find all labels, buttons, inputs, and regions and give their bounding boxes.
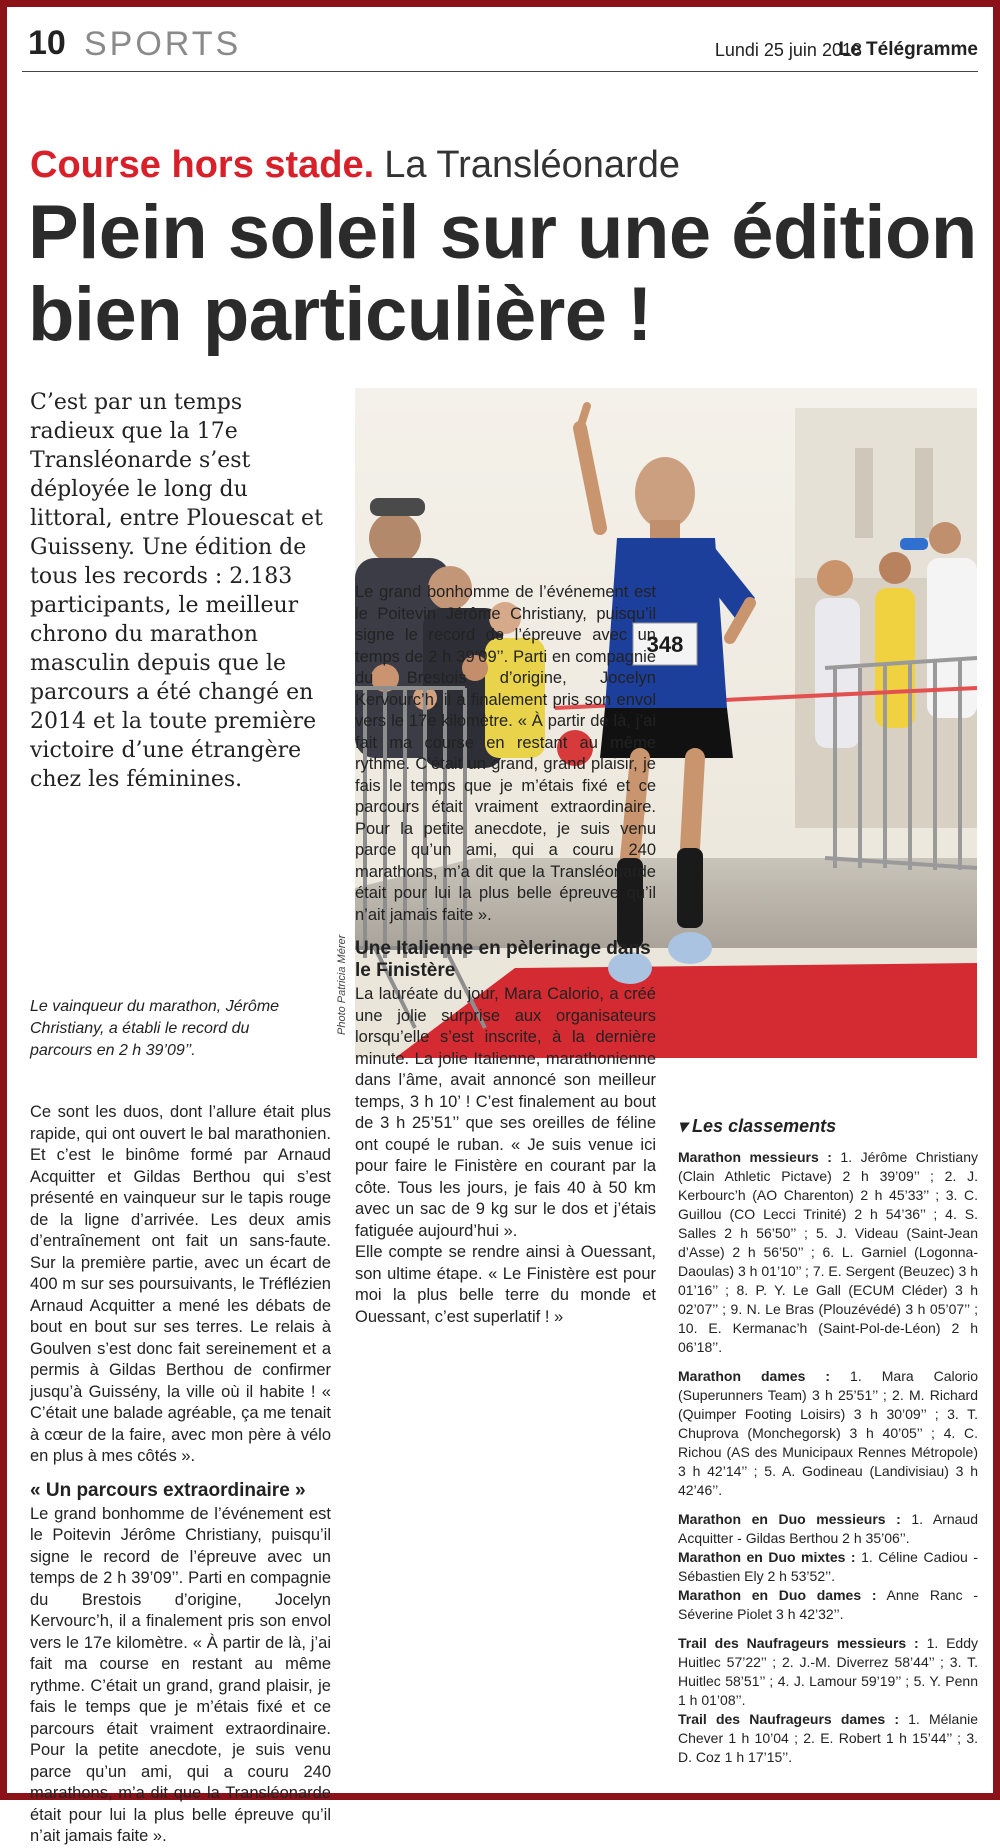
- body-subheading: « Un parcours extraordinaire »: [30, 1479, 306, 1501]
- kicker-event: La Transléonarde: [384, 144, 680, 186]
- photo-credit: [336, 934, 352, 1051]
- article-kicker: [30, 144, 680, 187]
- result-category: Trail des Naufrageurs messieurs :: [678, 1634, 919, 1651]
- result-entry: [678, 1634, 978, 1710]
- body-paragraph: Le grand bonhomme de l’événement est le Poitevin Jérôme Christiany, puisqu’il signe le record de l’épreuve avec un temps de 2 h 39’09’’. Parti en compagnie du Brestois d’origine, Jocelyn Kervourc’h, il a finalement pris son envol vers le 17e kilomètre. « À partir de là, j’ai fait ma course en restant au même rythme. C’était un grand, grand plaisir, je fais le temps que je m’étais fixé et ce parcours était vraiment extraordinaire. Pour la petite anecdote, je suis venu parce qu’un ami, qui a couru 240 marathons, m’a dit que la Transléonarde était pour lui la plus belle épreuve qu’il n’ait jamais faite ».: [30, 1504, 331, 1845]
- results-title: ▾ Les classements: [678, 1116, 837, 1136]
- result-times: 1. Arnaud Acquitter - Gildas Berthou 2 h 35’06’’.: [678, 1510, 978, 1546]
- page-header: [22, 18, 978, 72]
- body-column-2: [355, 583, 656, 1792]
- result-times: 1. Mélanie Chever 1 h 10’04 ; 2. E. Robert 1 h 15’44’’ ; 3. D. Coz 1 h 17’15’’.: [678, 1710, 978, 1765]
- result-times: 1. Jérôme Christiany (Clain Athletic Pictave) 2 h 39’09’’ ; 2. J. Kerbourc’h (AO Charenton) 2 h 45’33’’ ; 3. C. Guillou (CO Lecci Trinité) 2 h 54’36’’ ; 4. S. Salles 2 h 56’50’’ ; 5. J. Videau (Saint-Jean d’Asse) 2 h 56’50’’ ; 6. L. Garniel (Logonna-Daoulas) 3 h 01’10’’ ; 7. E. Sergent (Beuzec) 3 h 01’16’’ ; 8. P. Y. Le Gall (ECUM Cléder) 3 h 02’07’’ ; 9. N. Le Bras (Plouzévédé) 3 h 05’07’’ ; 10. E. Kermanac’h (Saint-Pol-de-Léon) 2 h 06’18’’.: [678, 1148, 978, 1355]
- result-times: 1. Mara Calorio (Superunners Team) 3 h 25’51’’ ; 2. M. Richard (Quimper Footing Loisirs) 3 h 30’09’’ ; 3. T. Chuprova (Monchegorsk) 3 h 40’05’’ ; 4. C. Richou (AS des Municipaux Rennes Métropole) 3 h 42’14’’ ; 5. A. Godineau (Landivisiau) 3 h 42’46’’.: [678, 1367, 978, 1498]
- building-window: [915, 448, 933, 538]
- result-entry: [678, 1148, 978, 1357]
- article-headline: Plein soleil sur une édition bien particulière !: [28, 190, 977, 357]
- body-column-1: [30, 1102, 331, 1845]
- result-category: Marathon en Duo messieurs :: [678, 1510, 901, 1527]
- result-entry: [678, 1367, 978, 1500]
- results-list: [678, 1148, 978, 1767]
- result-times: Anne Ranc - Séverine Piolet 3 h 42’32’’.: [678, 1586, 978, 1622]
- building-window: [855, 448, 873, 538]
- results-title-text: Les classements: [692, 1116, 837, 1136]
- result-category: Marathon en Duo mixtes :: [678, 1548, 856, 1565]
- publication-name: Le Télégramme: [838, 39, 978, 60]
- result-category: Trail des Naufrageurs dames :: [678, 1710, 899, 1727]
- result-times: 1. Céline Cadiou - Sébastien Ely 2 h 53’52’’.: [678, 1548, 978, 1584]
- body-column-3: [678, 1102, 978, 1792]
- bib-number: 348: [646, 632, 684, 657]
- kicker-category: Course hors stade.: [30, 144, 375, 186]
- page-number: 10: [28, 24, 66, 62]
- body-paragraph: La lauréate du jour, Mara Calorio, a créé une jolie surprise aux organisateurs lorsqu’elle s’est inscrite, à la dernière minute. La jolie Italienne, marathonienne dans l’âme, avait annoncé son meilleur temps, 3 h 10’ ! C’est finalement au bout de 3 h 25’51’’ que ses oreilles de féline ont coupé le ruban. « Je suis venue ici pour faire le Finistère en courant par la côte. Tous les jours, je fais 40 à 50 km avec un sac de 9 kg sur le dos et j’étais fatiguée aujourd’hui ».: [355, 985, 656, 1240]
- body-paragraph-continued: Le grand bonhomme de l’événement est le Poitevin Jérôme Christiany, puisqu’il signe le record de l’épreuve avec un temps de 2 h 39’09’’. Parti en compagnie du Brestois d’origine, Jocelyn Kervourc’h, il a finalement pris son envol vers le 17e kilomètre. « À partir de là, j’ai fait ma course en restant au même rythme. C’était un grand, grand plaisir, je fais le temps que je m’étais fixé et ce parcours était vraiment extraordinaire. Pour la petite anecdote, je suis venu parce qu’un ami, qui a couru 240 marathons, m’a dit que la Transléonarde était pour lui la plus belle épreuve qu’il n’ait jamais faite ».: [355, 583, 656, 924]
- result-entry: [678, 1586, 978, 1624]
- result-times: 1. Eddy Huitlec 57’22’’ ; 2. J.-M. Diverrez 58’44’’ ; 3. T. Huitlec 58’51’’ ; 4. J. Lamour 59’19’’ ; 5. Y. Penn 1 h 01’08’’.: [678, 1634, 979, 1708]
- result-category: Marathon dames :: [678, 1367, 831, 1384]
- issue-date: Lundi 25 juin 2018: [714, 40, 862, 60]
- photo-caption: Le vainqueur du marathon, Jérôme Christiany, a établi le record du parcours en 2 h 39’09’’.: [30, 998, 280, 1059]
- result-category: Marathon en Duo dames :: [678, 1586, 877, 1603]
- result-entry: [678, 1710, 978, 1767]
- article-lead: C’est par un temps radieux que la 17e Transléonarde s’est déployée le long du littoral, entre Plouescat et Guisseny. Une édition de tous les records : 2.183 participants, le meilleur chrono du marathon masculin depuis que le parcours a été changé en 2014 et la toute première victoire d’une étrangère chez les féminines.: [30, 390, 323, 792]
- body-paragraph: Ce sont les duos, dont l’allure était plus rapide, qui ont ouvert le bal marathonien. Et c’est le binôme formé par Arnaud Acquitter et Gildas Berthou qui s’est présenté en vainqueur sur le tapis rouge de la ligne d’arrivée. Les deux amis d’entraînement ont fait un sans-faute. Sur la première partie, avec un écart de 400 m sur ses poursuivants, le Tréflézien Arnaud Acquitter a mené les débats de bout en bout sur ses terres. Le relais à Goulven s’est donc fait sereinement et a permis à Gildas Berthou de confirmer jusqu’à Guissény, la ville où il habite ! « C’était une balade agréable, ça me tenait à cœur de la faire, avec mon père à vélo en plus à mes côtés ».: [30, 1103, 331, 1465]
- result-entry: [678, 1548, 978, 1586]
- section-name: SPORTS: [84, 25, 242, 63]
- body-paragraph: Elle compte se rendre ainsi à Ouessant, son ultime étape. « Le Finistère est pour moi la plus belle terre du monde et Ouessant, c’est superlatif ! »: [355, 1243, 656, 1326]
- result-category: Marathon messieurs :: [678, 1148, 832, 1165]
- photo-credit-text: Photo Patricia Mérer: [336, 934, 348, 1035]
- result-entry: [678, 1510, 978, 1548]
- body-subheading: Une Italienne en pèlerinage dans le Finistère: [355, 938, 651, 981]
